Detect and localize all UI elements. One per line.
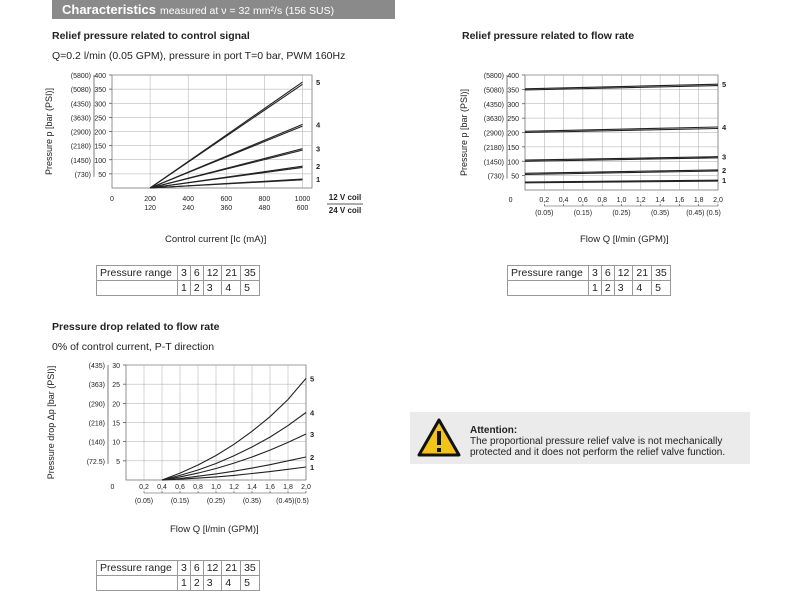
code-cell: 4 <box>222 576 241 591</box>
range-cell: 35 <box>652 266 671 281</box>
range-cell: 6 <box>601 266 614 281</box>
series-label: 5 <box>310 374 315 384</box>
left-chart-xlabel: Control current [Ic (mA)] <box>165 234 267 245</box>
y-axis-title: Pressure p [bar (PSI)] <box>459 88 469 177</box>
x-tick-label-secondary: (0.15) <box>170 498 190 505</box>
pressure-range-table-3 <box>96 560 260 591</box>
series-label: 5 <box>316 78 321 88</box>
y-tick-label: 25 <box>112 382 120 390</box>
x-tick-label-secondary: 600 <box>296 205 309 212</box>
y-tick-label-psi: (3630) <box>70 115 91 123</box>
coil-label-12v: 12 V coil <box>328 193 362 202</box>
x-tick-label: 1,0 <box>616 197 627 204</box>
y-tick-label: 50 <box>98 171 106 179</box>
x-tick-label-secondary: (0.35) <box>242 498 262 505</box>
y-tick-label: 200 <box>94 129 106 137</box>
series-label: 2 <box>316 162 321 172</box>
x-tick-label: 0,2 <box>539 197 550 204</box>
x-tick-label: 1,0 <box>211 484 221 491</box>
pressure-range-header: Pressure range <box>508 266 589 281</box>
x-tick-label: 0 <box>110 484 115 491</box>
x-tick-label: 0,4 <box>558 197 569 204</box>
y-tick-label: 20 <box>112 401 120 409</box>
x-tick-label-secondary: (0.05) <box>134 498 154 505</box>
series-label: 4 <box>316 120 321 130</box>
range-cell: 6 <box>190 561 203 576</box>
x-tick-label: 0,8 <box>597 197 608 204</box>
y-tick-label-psi: (2900) <box>70 129 91 137</box>
code-cell: 2 <box>601 281 614 296</box>
range-cell: 12 <box>614 266 633 281</box>
y-tick-label-psi: (218) <box>88 420 105 428</box>
x-tick-label: 1,8 <box>693 197 704 204</box>
pressure-range-table-1 <box>96 265 260 296</box>
y-tick-label-psi: (730) <box>487 173 504 181</box>
code-cell: 1 <box>589 281 602 296</box>
series-label: 2 <box>722 165 727 175</box>
x-tick-label-secondary: (0.15) <box>573 210 593 217</box>
y-tick-label-psi: (4350) <box>483 101 504 109</box>
range-cell: 21 <box>633 266 652 281</box>
series-label: 4 <box>310 408 315 418</box>
range-cell: 12 <box>203 266 222 281</box>
x-tick-label: 200 <box>144 196 156 203</box>
y-tick-label: 30 <box>112 363 120 370</box>
x-tick-label-secondary: (0.45) (0.5) <box>686 210 721 217</box>
x-tick-label: 1,8 <box>283 484 293 491</box>
y-tick-label: 100 <box>507 159 519 167</box>
section-subtitle: measured at ν = 32 mm²/s (156 SUS) <box>159 5 335 17</box>
x-tick-label: 400 <box>182 196 195 203</box>
y-tick-label: 300 <box>94 101 106 109</box>
code-cell: 5 <box>241 576 260 591</box>
x-tick-label: 0,2 <box>139 484 149 491</box>
x-tick-label-secondary: 120 <box>144 205 156 212</box>
x-tick-label: 1,4 <box>247 484 257 491</box>
code-cell: 5 <box>241 281 260 296</box>
pressure-range-table-2 <box>507 265 671 296</box>
x-tick-label: 600 <box>220 196 233 203</box>
y-tick-label: 10 <box>112 439 120 447</box>
series-label: 5 <box>722 80 727 90</box>
y-tick-label-psi: (5800) <box>70 73 91 80</box>
range-cell: 3 <box>589 266 602 281</box>
y-tick-label-psi: (140) <box>88 439 105 447</box>
y-tick-label: 300 <box>507 101 519 109</box>
bottom-chart-xlabel: Flow Q [l/min (GPM)] <box>170 524 259 535</box>
x-tick-label: 0,6 <box>578 197 588 204</box>
y-tick-label-psi: (363) <box>88 382 105 390</box>
y-tick-label: 150 <box>507 144 519 152</box>
code-cell: 3 <box>614 281 633 296</box>
coil-label-24v: 24 V coil <box>328 206 362 215</box>
x-tick-label-secondary: (0.35) <box>650 210 670 217</box>
y-tick-label: 350 <box>94 87 106 95</box>
y-tick-label-psi: (730) <box>74 171 91 179</box>
right-chart-xlabel: Flow Q [l/min (GPM)] <box>580 234 669 245</box>
range-cell: 12 <box>203 561 222 576</box>
range-cell: 6 <box>190 266 203 281</box>
code-cell: 1 <box>178 576 191 591</box>
x-tick-label: 0 <box>110 196 114 203</box>
y-tick-label-psi: (2900) <box>483 130 504 138</box>
x-tick-label: 2,0 <box>713 197 723 204</box>
bottom-chart-title: Pressure drop related to flow rate <box>52 321 220 333</box>
y-tick-label-psi: (4350) <box>70 101 91 109</box>
code-cell: 5 <box>652 281 671 296</box>
range-cell: 21 <box>222 266 241 281</box>
x-tick-label-secondary: (0.45)(0.5) <box>276 498 309 505</box>
range-cell: 35 <box>241 266 260 281</box>
range-cell: 3 <box>178 266 191 281</box>
x-tick-label: 1,4 <box>655 197 665 204</box>
series-label: 3 <box>310 430 315 439</box>
y-tick-label: 400 <box>507 73 519 80</box>
range-cell: 35 <box>241 561 260 576</box>
section-title: Characteristics <box>62 2 156 17</box>
code-cell: 4 <box>633 281 652 296</box>
x-tick-label: 0,6 <box>175 484 185 491</box>
section-header <box>52 0 395 19</box>
y-tick-label-psi: (5080) <box>483 87 504 95</box>
left-chart-title: Relief pressure related to control signal <box>52 30 250 42</box>
y-tick-label: 100 <box>94 157 106 165</box>
x-tick-label-secondary: (0.25) <box>612 210 631 217</box>
code-cell: 4 <box>222 281 241 296</box>
series-label: 4 <box>722 123 727 133</box>
x-tick-label-secondary: (0.25) <box>206 498 226 505</box>
x-tick-label: 800 <box>258 196 271 203</box>
x-tick-label: 0,8 <box>193 484 203 491</box>
attention-title: Attention: <box>470 425 518 436</box>
y-tick-label: 15 <box>112 420 120 428</box>
x-tick-label: 1,6 <box>265 484 275 491</box>
code-cell: 1 <box>178 281 191 296</box>
y-tick-label-psi: (2180) <box>70 143 91 151</box>
y-tick-label-psi: (5080) <box>70 87 91 95</box>
attention-text: The proportional pressure relief valve is not mechanically protected and it does not perform the relief valve function. <box>470 436 726 458</box>
code-cell: 2 <box>190 281 203 296</box>
range-cell: 3 <box>178 561 191 576</box>
left-chart-subtitle: Q=0.2 l/min (0.05 GPM), pressure in port T=0 bar, PWM 160Hz <box>52 50 346 62</box>
series-label: 1 <box>722 176 727 186</box>
y-tick-label-psi: (5800) <box>483 73 504 80</box>
y-tick-label: 200 <box>507 130 519 138</box>
x-tick-label: 1,2 <box>229 484 239 491</box>
y-tick-label-psi: (3630) <box>483 116 504 124</box>
y-tick-label: 50 <box>511 173 519 181</box>
y-axis-title: Pressure p [bar (PSI)] <box>44 87 54 176</box>
chart-relief-vs-flow <box>455 65 755 225</box>
x-tick-label: 1000 <box>294 196 311 203</box>
attention-box <box>410 412 750 464</box>
pressure-range-header: Pressure range <box>97 266 178 281</box>
series-label: 2 <box>310 453 315 462</box>
y-tick-label: 350 <box>507 87 519 95</box>
bottom-chart-subtitle: 0% of control current, P-T direction <box>52 341 215 353</box>
y-tick-label-psi: (435) <box>88 363 105 370</box>
chart-pressure-drop <box>40 355 340 515</box>
series-label: 1 <box>310 462 315 472</box>
series-label: 3 <box>722 152 727 162</box>
x-tick-label-secondary: (0.05) <box>535 210 554 217</box>
x-tick-label: 2,0 <box>301 484 311 491</box>
y-tick-label-psi: (290) <box>88 401 105 409</box>
x-tick-label: 0 <box>508 197 513 204</box>
code-cell: 3 <box>203 576 222 591</box>
y-tick-label: 400 <box>94 73 106 80</box>
y-tick-label: 150 <box>94 143 106 151</box>
x-tick-label: 1,2 <box>635 197 646 204</box>
y-tick-label: 250 <box>507 116 519 124</box>
chart-relief-vs-current <box>40 65 370 225</box>
series-label: 1 <box>316 174 321 184</box>
range-cell: 21 <box>222 561 241 576</box>
x-tick-label: 1,6 <box>674 197 685 204</box>
x-tick-label-secondary: 480 <box>258 205 271 212</box>
series-label: 3 <box>316 144 321 154</box>
warning-triangle-icon <box>417 418 461 458</box>
y-tick-label-psi: (1450) <box>483 159 504 167</box>
pressure-range-header: Pressure range <box>97 561 178 576</box>
code-cell: 2 <box>190 576 203 591</box>
x-tick-label-secondary: 360 <box>220 205 233 212</box>
right-chart-title: Relief pressure related to flow rate <box>462 30 635 42</box>
y-tick-label-psi: (1450) <box>70 157 91 165</box>
y-tick-label: 5 <box>116 458 120 466</box>
y-tick-label-psi: (72.5) <box>86 458 105 466</box>
y-tick-label-psi: (2180) <box>483 144 504 152</box>
x-tick-label: 0,4 <box>157 484 167 491</box>
code-cell: 3 <box>203 281 222 296</box>
y-tick-label: 250 <box>94 115 106 123</box>
x-tick-label-secondary: 240 <box>182 205 195 212</box>
y-axis-title: Pressure drop Δp [bar (PSI)] <box>46 365 56 480</box>
